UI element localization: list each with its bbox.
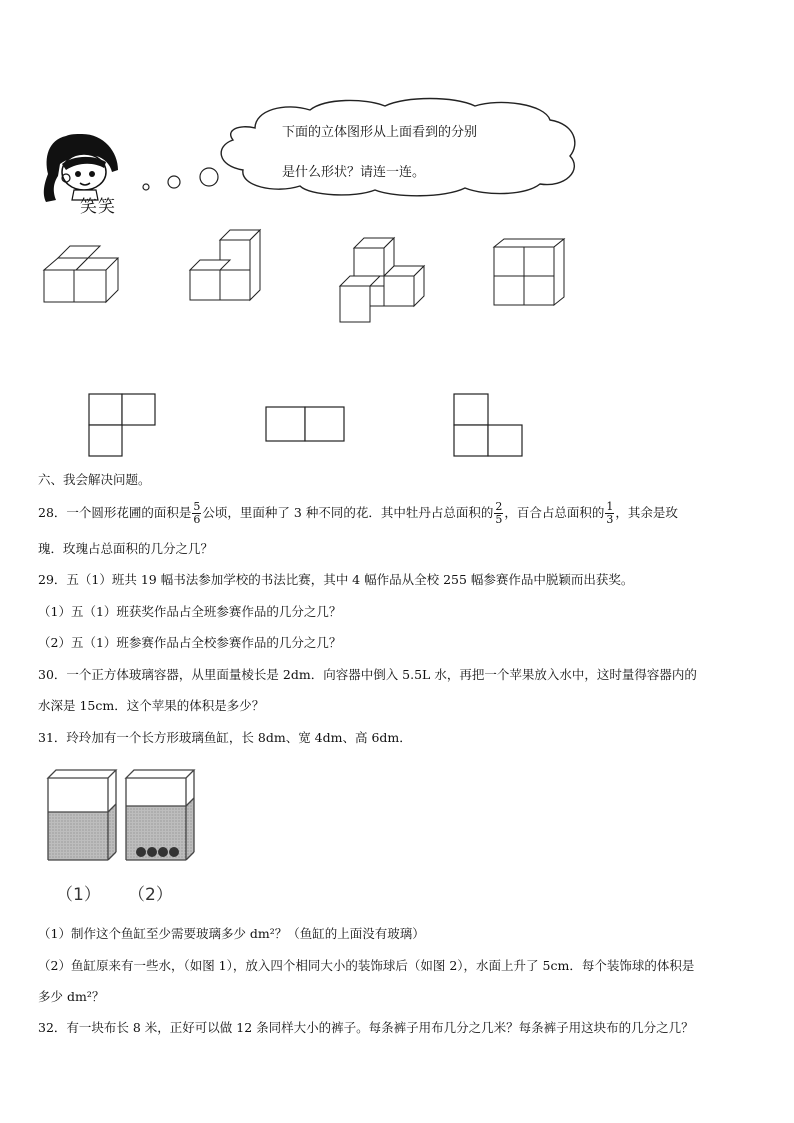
- fish-tank-figure-1: [46, 766, 118, 864]
- fish-tank-label-2: （2）: [128, 885, 173, 905]
- fraction-denominator: 6: [193, 513, 201, 526]
- solid-figure-1: [42, 244, 122, 302]
- bubble-line-1: 下面的立体图形从上面看到的分别: [282, 125, 478, 140]
- q30-line-1: 30．一个正方体玻璃容器，从里面量棱长是 2dm．向容器中倒入 5.5L 水，再把一个苹果放入水中，这时量得容器内的: [38, 667, 697, 682]
- section-title: 六、我会解决问题。: [38, 472, 151, 487]
- bubble-line-2: 是什么形状？请连一连。: [282, 165, 426, 180]
- fraction-numerator: 1: [606, 500, 614, 513]
- q29-stem: 29．五（1）班共 19 幅书法参加学校的书法比赛，其中 4 幅作品从全校 255 幅参赛作品中脱颖而出获奖。: [38, 572, 634, 587]
- fraction-denominator: 3: [606, 513, 614, 526]
- q28-line-2: 瑰．玫瑰占总面积的几分之几？: [38, 541, 214, 556]
- top-view-1: [88, 393, 158, 457]
- mascot-name: 笑笑: [80, 197, 116, 217]
- fish-tank-figure-2: [124, 766, 196, 864]
- fish-tank-label-1: （1）: [56, 885, 101, 905]
- q28-text-d: ，其余是玫: [615, 505, 678, 520]
- q31-sub-2-line-2: 多少 dm²？: [38, 989, 105, 1004]
- thought-bubbles: [138, 165, 223, 195]
- q28-fraction-3: [605, 501, 614, 526]
- q31-sub-1: （1）制作这个鱼缸至少需要玻璃多少 dm²？（鱼缸的上面没有玻璃）: [38, 926, 425, 941]
- fraction-numerator: 5: [193, 500, 201, 513]
- solid-figure-3: [338, 236, 428, 324]
- solid-figure-2: [188, 228, 264, 302]
- q28-text-c: ，百合占总面积的: [504, 505, 605, 520]
- top-view-3: [453, 393, 525, 457]
- q28-fraction-2: [494, 501, 503, 526]
- q31-sub-2-line-1: （2）鱼缸原来有一些水，（如图 1），放入四个相同大小的装饰球后（如图 2），水面上升了 5cm．每个装饰球的体积是: [38, 958, 695, 973]
- fraction-denominator: 5: [495, 513, 503, 526]
- q28-line-1: [38, 500, 678, 526]
- fraction-numerator: 2: [495, 500, 503, 513]
- q28-fraction-1: [192, 501, 201, 526]
- q31-stem: 31．玲玲加有一个长方形玻璃鱼缸，长 8dm、宽 4dm、高 6dm．: [38, 730, 412, 745]
- solid-figure-4: [492, 237, 570, 307]
- q29-sub-1: （1）五（1）班获奖作品占全班参赛作品的几分之几？: [38, 604, 342, 619]
- top-view-2: [265, 406, 347, 442]
- q29-sub-2: （2）五（1）班参赛作品占全校参赛作品的几分之几？: [38, 635, 342, 650]
- q32-text: 32．有一块布长 8 米，正好可以做 12 条同样大小的裤子。每条裤子用布几分之几米？每条裤子用这块布的几分之几？: [38, 1020, 694, 1035]
- q28-text-a: 28．一个圆形花圃的面积是: [38, 505, 192, 520]
- q30-line-2: 水深是 15cm．这个苹果的体积是多少？: [38, 698, 265, 713]
- speech-cloud: [215, 98, 583, 198]
- q28-text-b: 公顷，里面种了 3 种不同的花．其中牡丹占总面积的: [202, 505, 494, 520]
